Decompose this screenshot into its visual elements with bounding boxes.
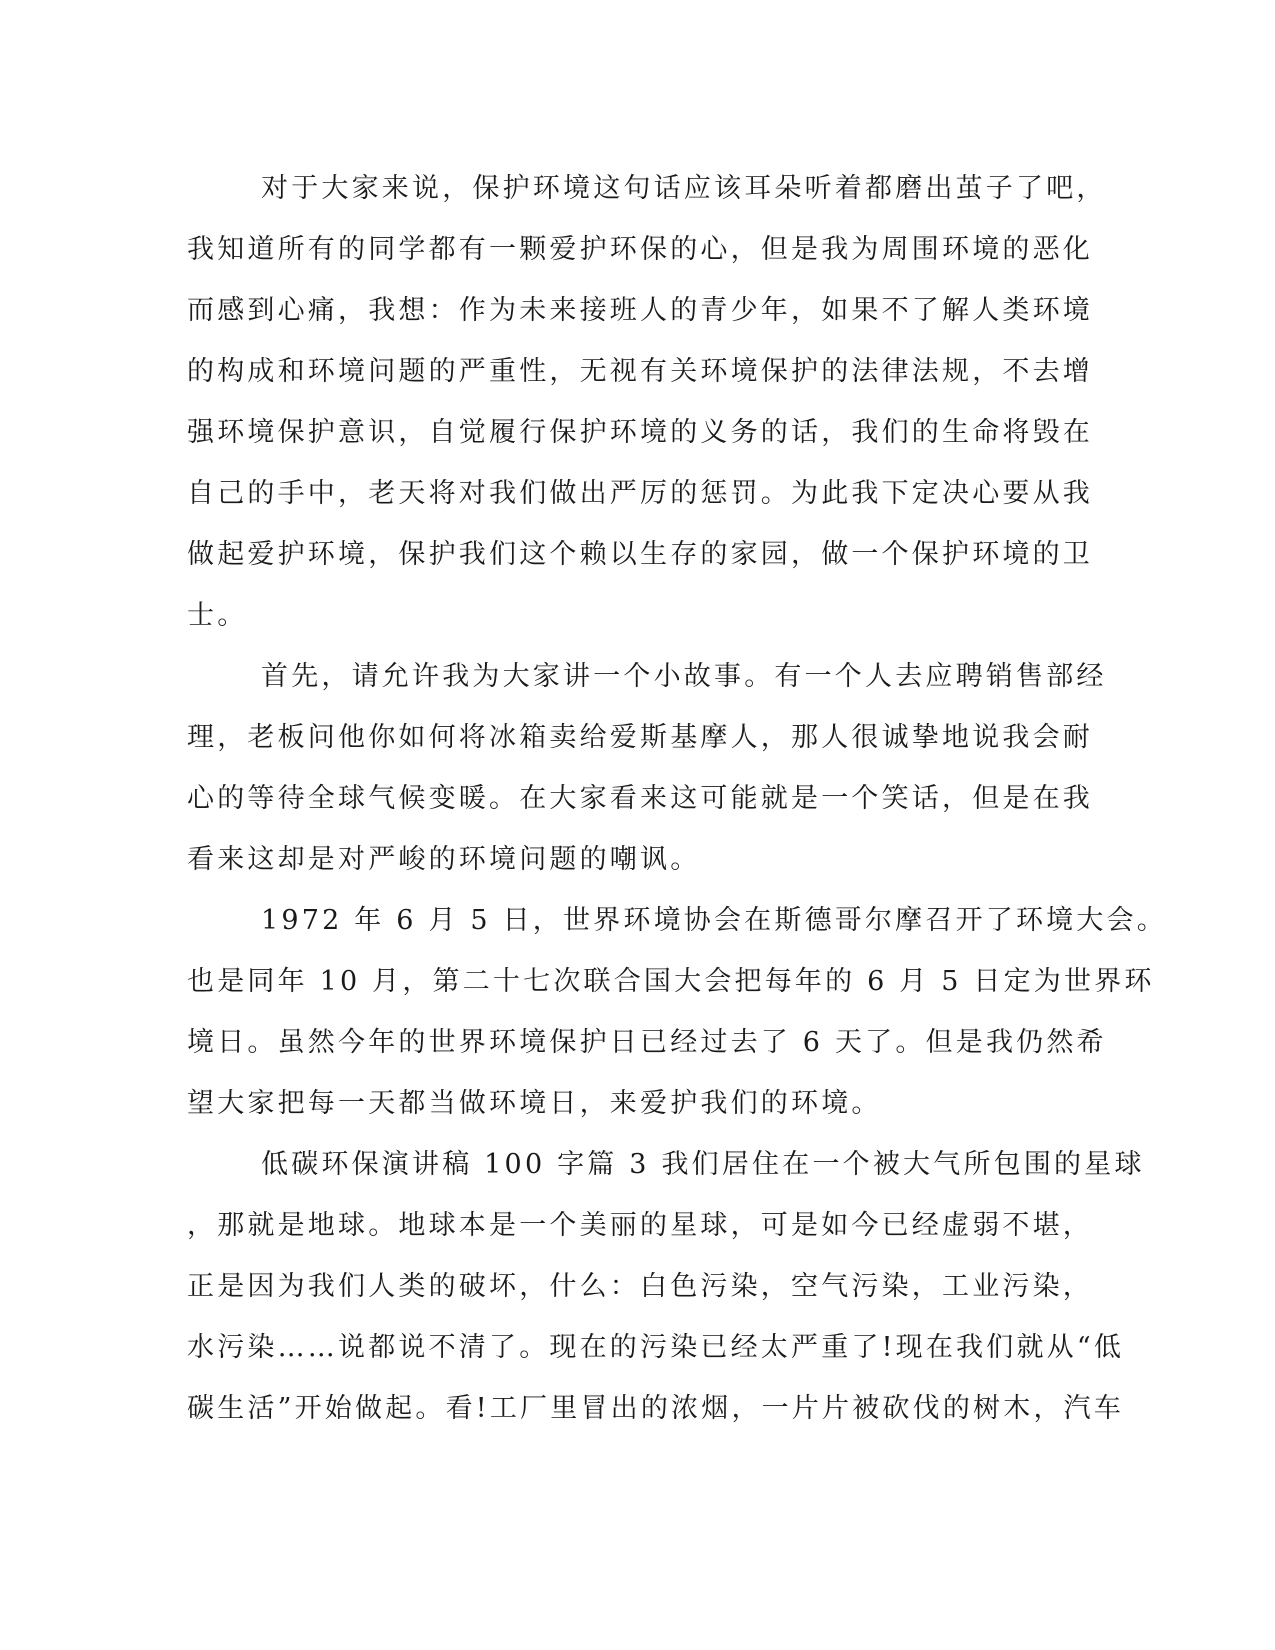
text-line: 士。 (187, 600, 248, 631)
text-line: 理，老板问他你如何将冰箱卖给爱斯基摩人，那人很诚挚地说我会耐 (187, 722, 1093, 753)
text-line: 也是同年 10 月，第二十七次联合国大会把每年的 6 月 5 日定为世界环 (187, 966, 1155, 997)
text-line: 心的等待全球气候变暖。在大家看来这可能就是一个笑话，但是在我 (187, 783, 1093, 814)
text-line: 而感到心痛，我想：作为未来接班人的青少年，如果不了解人类环境 (187, 295, 1093, 326)
text-line: 望大家把每一天都当做环境日，来爱护我们的环境。 (187, 1088, 882, 1119)
text-line: 我知道所有的同学都有一颗爱护环保的心，但是我为周围环境的恶化 (187, 234, 1093, 265)
text-line: 1972 年 6 月 5 日，世界环境协会在斯德哥尔摩召开了环境大会。 (261, 905, 1167, 936)
body-text (187, 158, 1167, 1439)
text-line: 对于大家来说，保护环境这句话应该耳朵听着都磨出茧子了吧， (261, 173, 1107, 204)
text-line: ，那就是地球。地球本是一个美丽的星球，可是如今已经虚弱不堪， (187, 1210, 1093, 1241)
text-line: 境日。虽然今年的世界环境保护日已经过去了 6 天了。但是我仍然希 (187, 1027, 1107, 1058)
text-line: 看来这却是对严峻的环境问题的嘲讽。 (187, 844, 701, 875)
text-line: 碳生活”开始做起。看!工厂里冒出的浓烟，一片片被砍伐的树木，汽车 (187, 1393, 1125, 1424)
text-line: 自己的手中，老天将对我们做出严厉的惩罚。为此我下定决心要从我 (187, 478, 1093, 509)
text-line: 水污染……说都说不清了。现在的污染已经太严重了!现在我们就从“低 (187, 1332, 1125, 1363)
text-line: 的构成和环境问题的严重性，无视有关环境保护的法律法规，不去增 (187, 356, 1093, 387)
text-line: 低碳环保演讲稿 100 字篇 3 我们居住在一个被大气所包围的星球 (261, 1149, 1145, 1180)
text-line: 正是因为我们人类的破坏，什么：白色污染，空气污染，工业污染， (187, 1271, 1093, 1302)
text-line: 强环境保护意识，自觉履行保护环境的义务的话，我们的生命将毁在 (187, 417, 1093, 448)
text-line: 首先，请允许我为大家讲一个小故事。有一个人去应聘销售部经 (261, 661, 1107, 692)
text-line: 做起爱护环境，保护我们这个赖以生存的家园，做一个保护环境的卫 (187, 539, 1093, 570)
